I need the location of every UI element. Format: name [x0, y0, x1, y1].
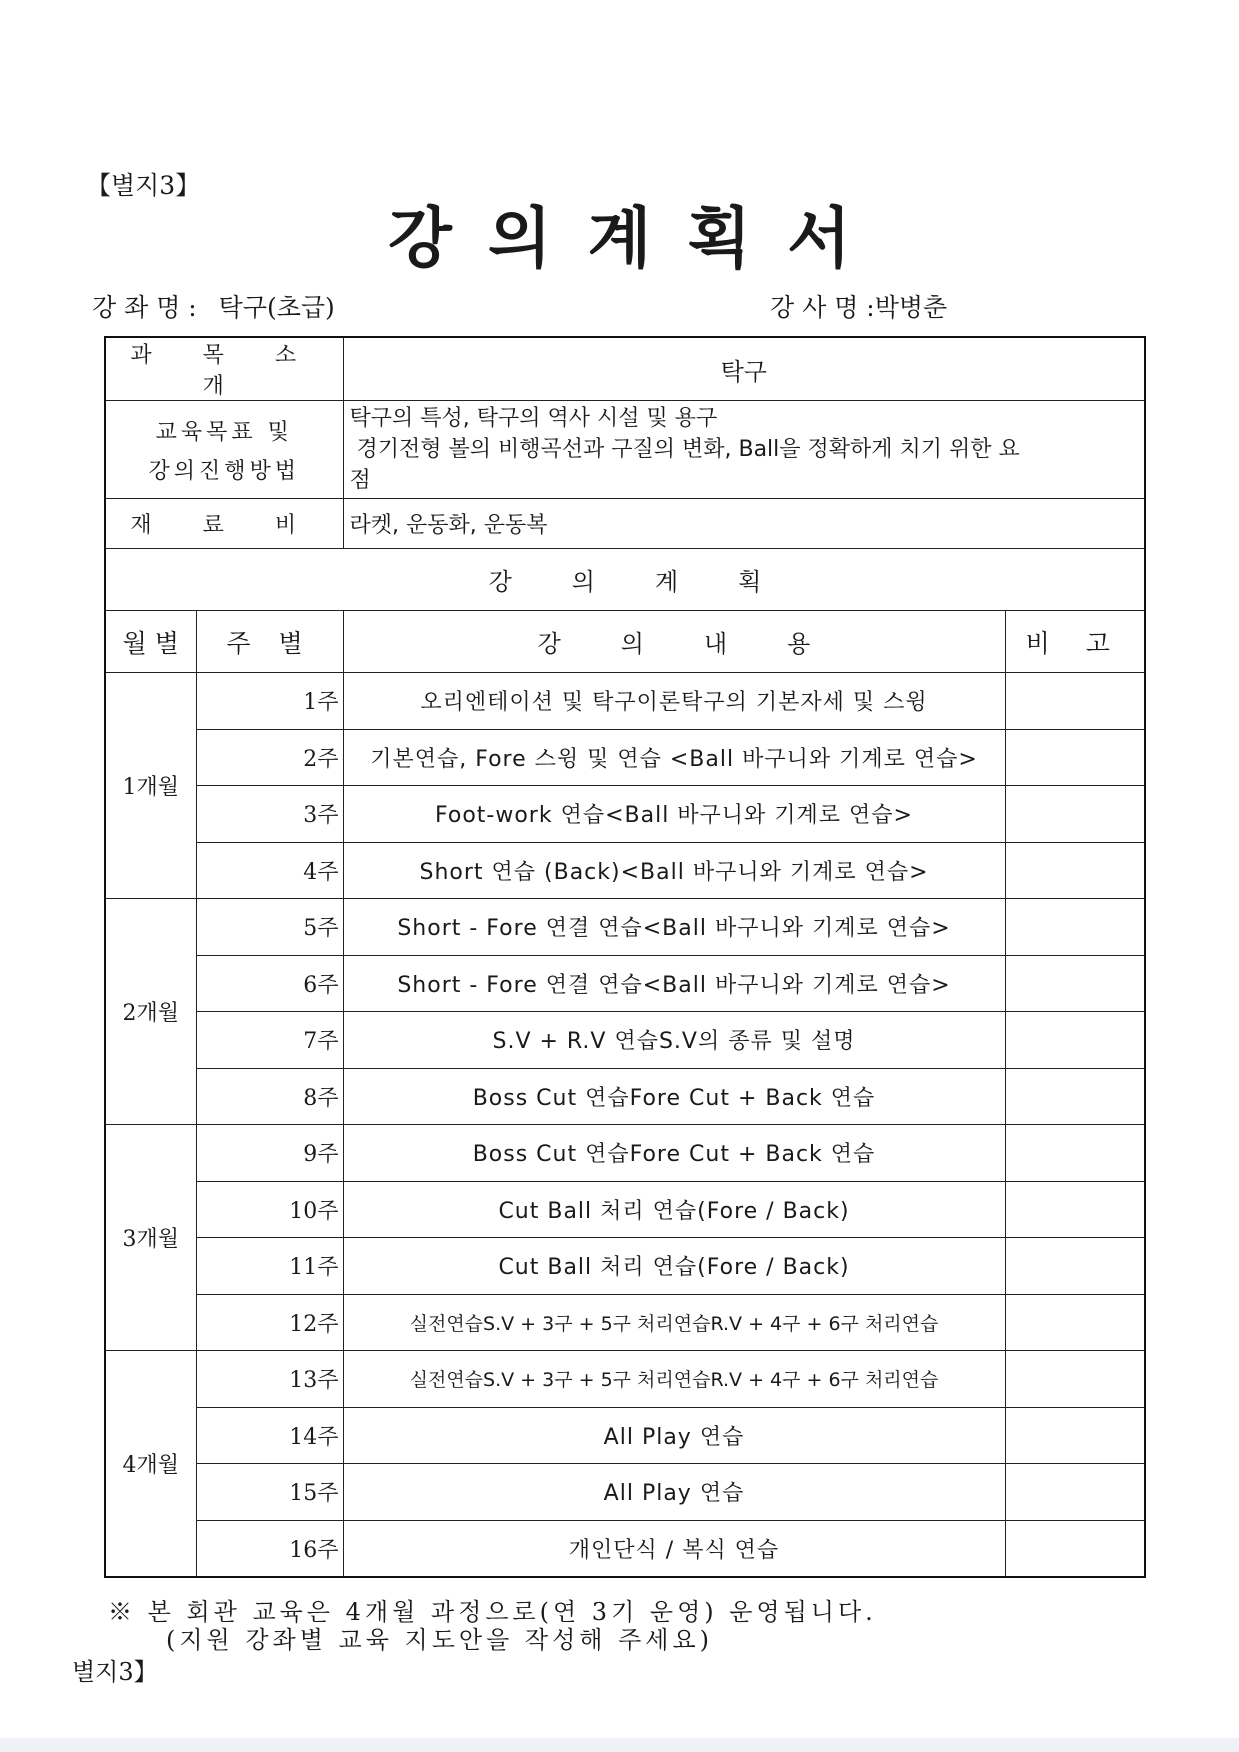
remarks-cell	[1005, 673, 1145, 730]
content-cell: 기본연습, Fore 스윙 및 연습 <Ball 바구니와 기계로 연습>	[343, 729, 1005, 786]
remarks-cell	[1005, 786, 1145, 843]
week-cell: 8주	[196, 1068, 343, 1125]
content-cell: All Play 연습	[343, 1407, 1005, 1464]
goals-label	[105, 401, 343, 499]
week-cell: 2주	[196, 729, 343, 786]
table-row	[105, 729, 1145, 786]
plan-header: 강의계획	[105, 549, 1145, 611]
content-cell: Foot-work 연습<Ball 바구니와 기계로 연습>	[343, 786, 1005, 843]
content-cell: Short - Fore 연결 연습<Ball 바구니와 기계로 연습>	[343, 899, 1005, 956]
intro-label: 과 목 소 개	[105, 337, 343, 401]
scan-edge	[0, 1738, 1239, 1752]
remarks-cell	[1005, 1464, 1145, 1521]
content-cell: Cut Ball 처리 연습(Fore / Back)	[343, 1181, 1005, 1238]
table-row	[105, 1238, 1145, 1295]
week-cell: 4주	[196, 842, 343, 899]
footnote-line-2: (지원 강좌별 교육 지도안을 작성해 주세요)	[166, 1626, 713, 1654]
table-row	[105, 673, 1145, 730]
content-cell: 개인단식 / 복식 연습	[343, 1520, 1005, 1577]
content-cell: Short 연습 (Back)<Ball 바구니와 기계로 연습>	[343, 842, 1005, 899]
content-cell: 오리엔테이션 및 탁구이론탁구의 기본자세 및 스윙	[343, 673, 1005, 730]
week-cell: 13주	[196, 1351, 343, 1408]
table-row	[105, 899, 1145, 956]
month-cell: 4개월	[105, 1351, 196, 1577]
week-cell: 6주	[196, 955, 343, 1012]
content-cell: 실전연습S.V + 3구 + 5구 처리연습R.V + 4구 + 6구 처리연습	[343, 1294, 1005, 1351]
month-column-header: 월 별	[105, 611, 196, 673]
course-name-line	[92, 288, 335, 324]
intro-value: 탁구	[343, 337, 1145, 401]
goals-row	[105, 401, 1145, 499]
remarks-cell	[1005, 1125, 1145, 1182]
week-cell: 14주	[196, 1407, 343, 1464]
table-row	[105, 955, 1145, 1012]
content-cell: Boss Cut 연습Fore Cut + Back 연습	[343, 1125, 1005, 1182]
table-row	[105, 842, 1145, 899]
week-cell: 9주	[196, 1125, 343, 1182]
footnote-line-1: ※ 본 회관 교육은 4개월 과정으로(연 3기 운영) 운영됩니다.	[108, 1598, 877, 1626]
week-cell: 10주	[196, 1181, 343, 1238]
week-cell: 15주	[196, 1464, 343, 1521]
goals-label-line1: 교육목표 및	[155, 419, 293, 445]
goals-label-line2: 강의진행방법	[148, 458, 300, 484]
goals-value	[343, 401, 1145, 499]
remarks-cell	[1005, 1294, 1145, 1351]
week-cell: 3주	[196, 786, 343, 843]
table-row	[105, 1125, 1145, 1182]
plan-header-row	[105, 549, 1145, 611]
week-cell: 5주	[196, 899, 343, 956]
course-name-value: 탁구(초급)	[218, 293, 335, 322]
table-row	[105, 1520, 1145, 1577]
content-cell: Boss Cut 연습Fore Cut + Back 연습	[343, 1068, 1005, 1125]
week-cell: 16주	[196, 1520, 343, 1577]
content-cell: S.V + R.V 연습S.V의 종류 및 설명	[343, 1012, 1005, 1069]
attachment-label-bottom: 별지3】	[72, 1658, 158, 1686]
week-column-header: 주 별	[196, 611, 343, 673]
table-row	[105, 786, 1145, 843]
remarks-cell	[1005, 955, 1145, 1012]
content-column-header: 강의내용	[343, 611, 1005, 673]
month-cell: 1개월	[105, 673, 196, 899]
goals-value-line3: 점	[349, 468, 371, 493]
remarks-cell	[1005, 1520, 1145, 1577]
content-cell: 실전연습S.V + 3구 + 5구 처리연습R.V + 4구 + 6구 처리연습	[343, 1351, 1005, 1408]
week-cell: 12주	[196, 1294, 343, 1351]
remarks-cell	[1005, 1068, 1145, 1125]
week-cell: 1주	[196, 673, 343, 730]
remarks-cell	[1005, 1407, 1145, 1464]
table-row	[105, 1464, 1145, 1521]
materials-value: 라켓, 운동화, 운동복	[343, 499, 1145, 549]
month-cell: 2개월	[105, 899, 196, 1125]
table-row	[105, 1181, 1145, 1238]
week-cell: 7주	[196, 1012, 343, 1069]
content-cell: Short - Fore 연결 연습<Ball 바구니와 기계로 연습>	[343, 955, 1005, 1012]
remarks-cell	[1005, 1012, 1145, 1069]
remarks-cell	[1005, 1181, 1145, 1238]
goals-value-line2: 경기전형 볼의 비행곡선과 구질의 변화, Ball을 정확하게 치기 위한 요	[349, 437, 1020, 462]
content-cell: All Play 연습	[343, 1464, 1005, 1521]
remarks-cell	[1005, 1238, 1145, 1295]
course-name-label: 강 좌 명 :	[92, 293, 197, 322]
instructor-name-line	[770, 288, 947, 324]
instructor-name-value: 박병춘	[874, 293, 948, 322]
table-row	[105, 1068, 1145, 1125]
goals-value-line1: 탁구의 특성, 탁구의 역사 시설 및 용구	[349, 406, 718, 431]
materials-label: 재 료 비	[105, 499, 343, 549]
column-header-row	[105, 611, 1145, 673]
remarks-cell	[1005, 729, 1145, 786]
remarks-cell	[1005, 1351, 1145, 1408]
attachment-label-top: 【별지3】	[86, 171, 201, 200]
intro-row	[105, 337, 1145, 401]
week-cell: 11주	[196, 1238, 343, 1295]
remarks-cell	[1005, 899, 1145, 956]
table-row	[105, 1294, 1145, 1351]
remarks-cell	[1005, 842, 1145, 899]
table-row	[105, 1351, 1145, 1408]
instructor-name-label: 강 사 명 :	[770, 293, 875, 322]
content-cell: Cut Ball 처리 연습(Fore / Back)	[343, 1238, 1005, 1295]
materials-row	[105, 499, 1145, 549]
table-row	[105, 1012, 1145, 1069]
lecture-plan-table	[104, 336, 1146, 1578]
table-row	[105, 1407, 1145, 1464]
remarks-column-header: 비 고	[1005, 611, 1145, 673]
month-cell: 3개월	[105, 1125, 196, 1351]
document-title: 강의계획서	[388, 199, 887, 277]
